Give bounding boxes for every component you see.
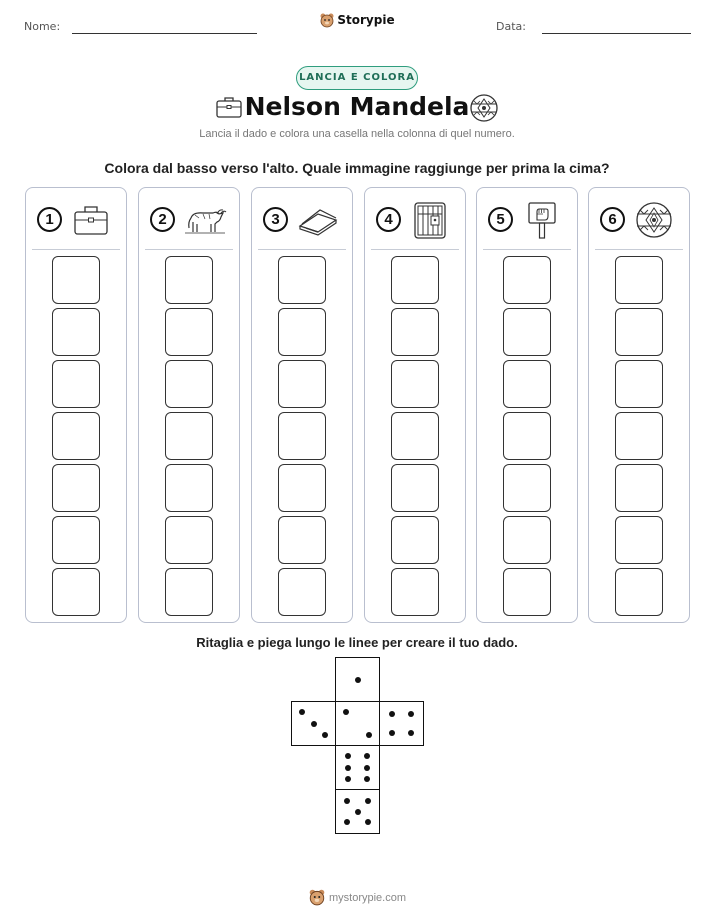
color-cell[interactable] <box>52 464 100 512</box>
column-number: 4 <box>376 207 401 232</box>
book-icon <box>296 200 340 240</box>
color-cell[interactable] <box>278 464 326 512</box>
color-cell[interactable] <box>391 360 439 408</box>
activity-badge: LANCIA E COLORA <box>296 66 418 90</box>
page-title: Nelson Mandela <box>244 92 470 121</box>
color-cell[interactable] <box>615 360 663 408</box>
pip <box>364 776 370 782</box>
color-cell[interactable] <box>503 412 551 460</box>
color-cell[interactable] <box>278 308 326 356</box>
color-cell[interactable] <box>615 308 663 356</box>
column-number: 6 <box>600 207 625 232</box>
column-divider <box>32 249 120 250</box>
color-cell[interactable] <box>52 360 100 408</box>
column-4 <box>364 187 466 623</box>
color-cell[interactable] <box>615 568 663 616</box>
pip <box>311 721 317 727</box>
color-cell[interactable] <box>391 308 439 356</box>
pip <box>389 711 395 717</box>
dice-face-5 <box>335 789 380 834</box>
color-cell[interactable] <box>278 256 326 304</box>
pip <box>322 732 328 738</box>
column-1 <box>25 187 127 623</box>
brand-name: Storypie <box>337 13 395 27</box>
patterned-ball-icon <box>633 200 675 240</box>
pip <box>365 819 371 825</box>
color-cell[interactable] <box>278 360 326 408</box>
column-number: 2 <box>150 207 175 232</box>
column-divider <box>258 249 346 250</box>
color-cell[interactable] <box>391 568 439 616</box>
color-cell[interactable] <box>391 256 439 304</box>
pip <box>366 732 372 738</box>
column-number: 1 <box>37 207 62 232</box>
dice-instruction: Ritaglia e piega lungo le linee per creare il tuo dado. <box>196 635 518 650</box>
column-3 <box>251 187 353 623</box>
color-cell[interactable] <box>165 412 213 460</box>
pip <box>365 798 371 804</box>
color-cell[interactable] <box>615 412 663 460</box>
color-cell[interactable] <box>278 516 326 564</box>
color-cell[interactable] <box>278 412 326 460</box>
color-cell[interactable] <box>615 464 663 512</box>
column-divider <box>483 249 571 250</box>
dice-face-3 <box>291 701 336 746</box>
color-cell[interactable] <box>165 516 213 564</box>
dice-face-2 <box>335 701 380 746</box>
pip <box>344 819 350 825</box>
column-divider <box>371 249 459 250</box>
bear-mascot-icon <box>319 12 335 28</box>
footer <box>0 888 714 906</box>
color-cell[interactable] <box>52 308 100 356</box>
name-line[interactable] <box>72 33 257 34</box>
dice-face-1 <box>335 657 380 702</box>
pip <box>355 809 361 815</box>
column-divider <box>145 249 233 250</box>
brand-logo <box>0 12 714 28</box>
column-number: 5 <box>488 207 513 232</box>
color-cell[interactable] <box>165 360 213 408</box>
subtitle: Lancia il dado e colora una casella nella colonna di quel numero. <box>199 128 515 140</box>
color-cell[interactable] <box>391 516 439 564</box>
name-label: Nome: <box>24 20 61 33</box>
coloring-instruction: Colora dal basso verso l'alto. Quale immagine raggiunge per prima la cima? <box>104 160 610 176</box>
dice-face-4 <box>379 701 424 746</box>
color-cell[interactable] <box>391 412 439 460</box>
column-number: 3 <box>263 207 288 232</box>
color-cell[interactable] <box>391 464 439 512</box>
date-label: Data: <box>496 20 526 33</box>
column-2 <box>138 187 240 623</box>
pip <box>364 753 370 759</box>
color-cell[interactable] <box>165 308 213 356</box>
pip <box>364 765 370 771</box>
color-cell[interactable] <box>165 568 213 616</box>
color-cell[interactable] <box>503 464 551 512</box>
pip <box>408 730 414 736</box>
patterned-ball-icon <box>469 93 499 123</box>
briefcase-icon <box>70 200 112 240</box>
color-cell[interactable] <box>503 308 551 356</box>
color-cell[interactable] <box>503 516 551 564</box>
color-cell[interactable] <box>503 256 551 304</box>
prison-door-icon <box>409 200 451 240</box>
pip <box>355 677 361 683</box>
pip <box>345 753 351 759</box>
pip <box>344 798 350 804</box>
color-cell[interactable] <box>615 516 663 564</box>
column-6 <box>588 187 690 623</box>
pip <box>345 765 351 771</box>
column-5 <box>476 187 578 623</box>
pip <box>345 776 351 782</box>
protest-sign-icon <box>521 200 563 240</box>
pip <box>343 709 349 715</box>
bear-mascot-icon <box>308 888 326 906</box>
footer-url[interactable]: mystorypie.com <box>328 892 407 904</box>
column-divider <box>595 249 683 250</box>
pip <box>299 709 305 715</box>
dice-face-6 <box>335 745 380 790</box>
ox-icon <box>183 200 227 240</box>
color-cell[interactable] <box>615 256 663 304</box>
color-cell[interactable] <box>52 516 100 564</box>
color-cell[interactable] <box>52 412 100 460</box>
color-cell[interactable] <box>165 256 213 304</box>
color-cell[interactable] <box>52 568 100 616</box>
color-cell[interactable] <box>165 464 213 512</box>
pip <box>389 730 395 736</box>
color-cell[interactable] <box>503 568 551 616</box>
date-line[interactable] <box>542 33 691 34</box>
color-cell[interactable] <box>278 568 326 616</box>
pip <box>408 711 414 717</box>
color-cell[interactable] <box>503 360 551 408</box>
color-cell[interactable] <box>52 256 100 304</box>
